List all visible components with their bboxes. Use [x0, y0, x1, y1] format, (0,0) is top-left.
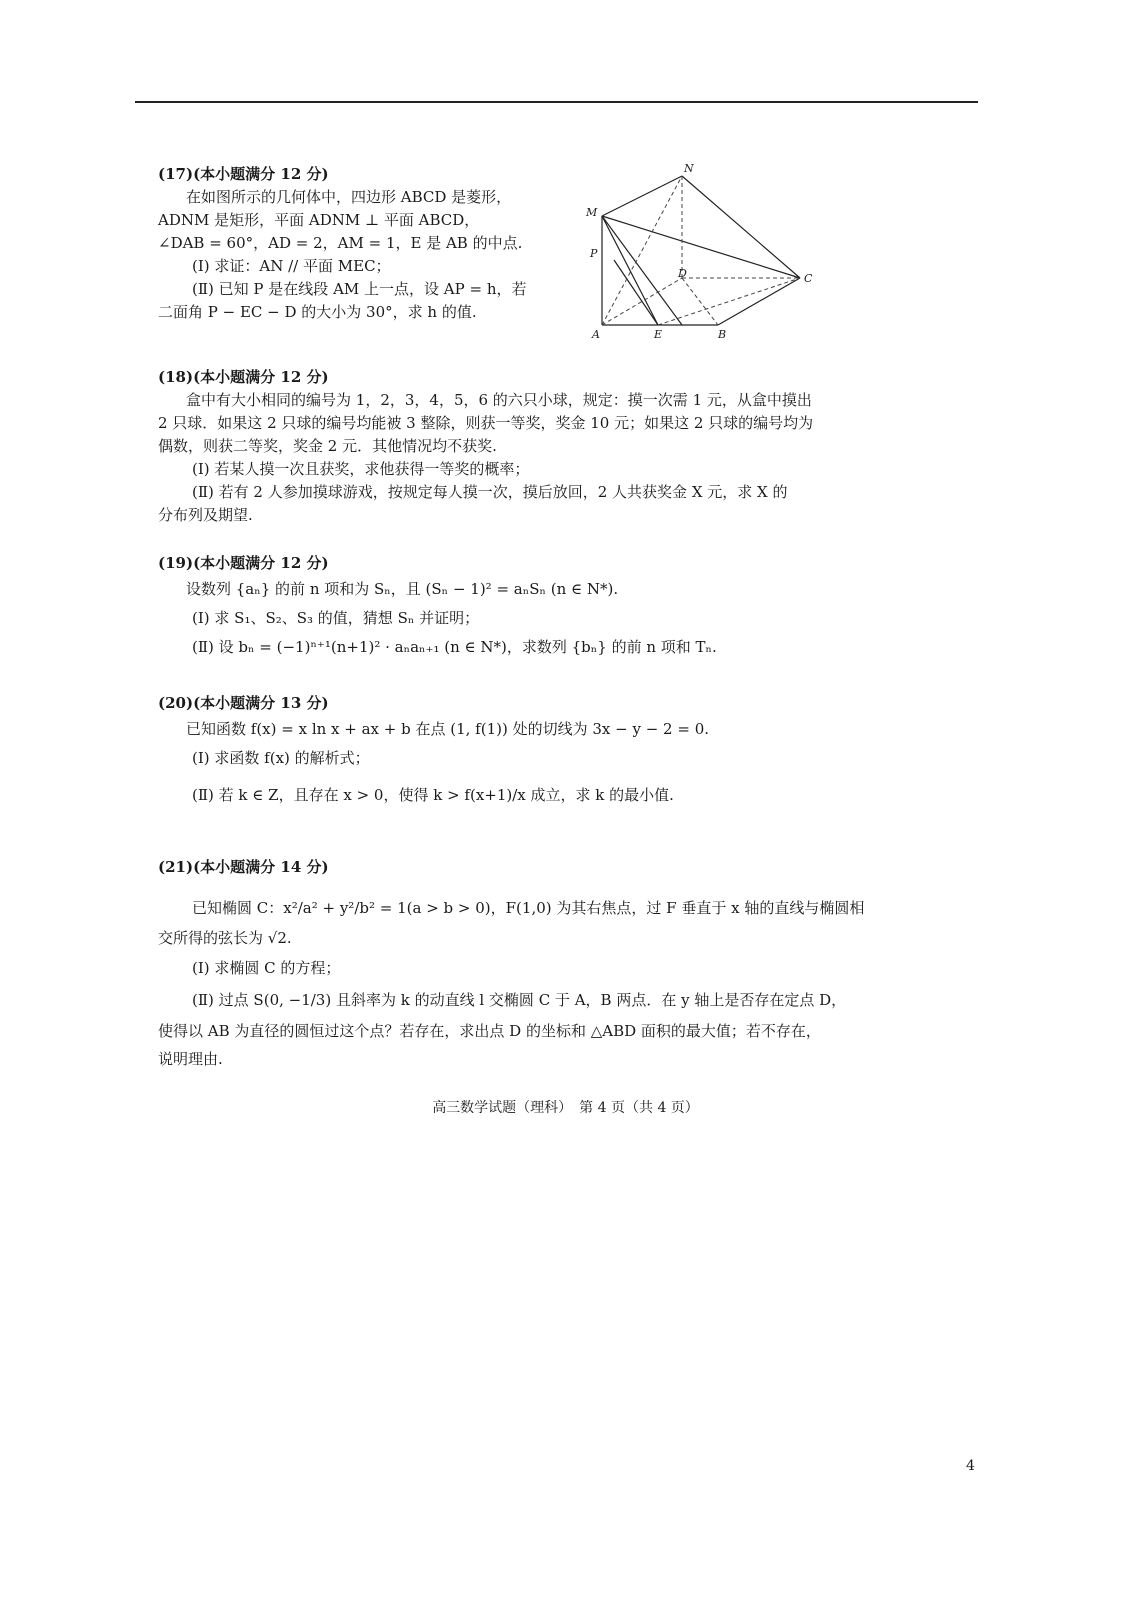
question-21-part-1: (Ⅰ) 求椭圆 C 的方程；	[192, 959, 341, 977]
question-20	[158, 692, 709, 817]
edge-DB-hidden	[682, 278, 718, 325]
question-20-part-1: (Ⅰ) 求函数 f(x) 的解析式；	[192, 749, 370, 767]
question-18	[158, 366, 813, 527]
question-18-heading: (18)(本小题满分 12 分)	[158, 368, 329, 386]
question-19	[158, 552, 717, 662]
question-19-heading: (19)(本小题满分 12 分)	[158, 554, 329, 572]
question-17-line: ADNM 是矩形，平面 ADNM ⊥ 平面 ABCD，	[158, 211, 480, 229]
question-17-line: 二面角 P − EC − D 的大小为 30°，求 h 的值.	[158, 303, 477, 321]
question-17	[158, 163, 526, 324]
edge-MN	[602, 176, 682, 216]
label-A: A	[592, 328, 600, 340]
question-17-line: 在如图所示的几何体中，四边形 ABCD 是菱形，	[186, 188, 512, 206]
question-21	[158, 856, 864, 1073]
question-18-line: 分布列及期望.	[158, 506, 253, 524]
page-number: 4	[966, 1458, 975, 1474]
question-17-heading: (17)(本小题满分 12 分)	[158, 165, 329, 183]
question-21-line: 已知椭圆 C：x²/a² + y²/b² = 1(a > b > 0)，F(1,0) 为其右焦点，过 F 垂直于 x 轴的直线与椭圆相	[192, 899, 865, 917]
edge-BC	[718, 278, 800, 325]
label-P: P	[590, 247, 598, 260]
edge-ME	[602, 216, 658, 325]
question-17-line: ∠DAB = 60°，AD = 2，AM = 1，E 是 AB 的中点.	[158, 234, 523, 252]
question-21-line: 使得以 AB 为直径的圆恒过这个点？若存在，求出点 D 的坐标和 △ABD 面积的最大值；若不存在，	[158, 1022, 821, 1040]
edge-NC	[682, 176, 800, 278]
question-21-line: 说明理由.	[158, 1050, 223, 1068]
question-18-line: 偶数，则获二等奖，奖金 2 元．其他情况均不获奖.	[158, 437, 497, 455]
question-19-part-1: (Ⅰ) 求 S₁、S₂、S₃ 的值，猜想 Sₙ 并证明；	[192, 609, 480, 627]
header-rule	[135, 101, 978, 103]
page-footer: 高三数学试题（理科） 第 4 页（共 4 页）	[432, 1100, 699, 1116]
edge-EC-hidden	[658, 278, 800, 325]
label-E: E	[654, 328, 663, 340]
question-17-part-2: (Ⅱ) 已知 P 是在线段 AM 上一点，设 AP = h，若	[192, 280, 527, 298]
question-18-part-1: (Ⅰ) 若某人摸一次且获奖，求他获得一等奖的概率；	[192, 460, 530, 478]
edge-MP-line	[602, 216, 682, 325]
question-19-part-2: (Ⅱ) 设 bₙ = (−1)ⁿ⁺¹(n+1)² · aₙaₙ₊₁ (n ∈ N*)，求数列 {bₙ} 的前 n 项和 Tₙ.	[192, 638, 717, 656]
question-18-part-2: (Ⅱ) 若有 2 人参加摸球游戏，按规定每人摸一次，摸后放回，2 人共获奖金 X 元，求 X 的	[192, 483, 788, 501]
question-20-line: 已知函数 f(x) = x ln x + ax + b 在点 (1, f(1)) 处的切线为 3x − y − 2 = 0.	[186, 720, 710, 738]
question-21-part-2: (Ⅱ) 过点 S(0, −1/3) 且斜率为 k 的动直线 l 交椭圆 C 于 A，B 两点．在 y 轴上是否存在定点 D，	[192, 991, 847, 1009]
question-20-part-2: (Ⅱ) 若 k ∈ Z，且存在 x > 0，使得 k > f(x+1)/x 成立，求 k 的最小值.	[192, 786, 674, 804]
edge-PE	[614, 260, 658, 325]
label-B: B	[718, 328, 727, 340]
question-20-heading: (20)(本小题满分 13 分)	[158, 694, 329, 712]
question-21-line: 交所得的弦长为 √2.	[158, 929, 292, 947]
label-N: N	[684, 162, 694, 175]
question-21-heading: (21)(本小题满分 14 分)	[158, 858, 329, 876]
label-D: D	[678, 267, 687, 280]
edge-AN-hidden	[602, 176, 682, 325]
question-19-line: 设数列 {aₙ} 的前 n 项和为 Sₙ，且 (Sₙ − 1)² = aₙSₙ (n ∈ N*).	[186, 580, 619, 598]
question-18-line: 盒中有大小相同的编号为 1，2，3，4，5，6 的六只小球，规定：摸一次需 1 元，从盒中摸出	[186, 391, 812, 409]
label-C: C	[804, 272, 813, 285]
question-18-line: 2 只球．如果这 2 只球的编号均能被 3 整除，则获一等奖，奖金 10 元；如果这 2 只球的编号均为	[158, 414, 814, 432]
geometry-figure	[582, 160, 818, 340]
question-17-part-1: (Ⅰ) 求证：AN // 平面 MEC；	[192, 257, 391, 275]
label-M: M	[586, 206, 598, 219]
